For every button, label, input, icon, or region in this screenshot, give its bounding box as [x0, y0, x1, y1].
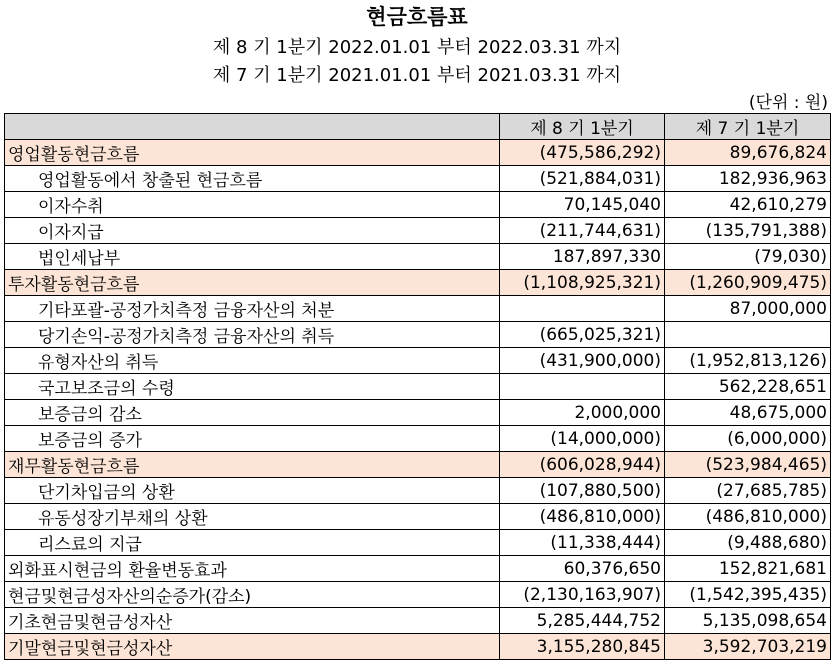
row-current-value: (431,900,000): [500, 348, 665, 374]
table-row: [5, 426, 831, 452]
row-label: 유동성장기부채의 상환: [5, 504, 500, 530]
row-current-value: (521,884,031): [500, 166, 665, 192]
row-prior-value: (135,791,388): [665, 218, 831, 244]
row-prior-value: 42,610,279: [665, 192, 831, 218]
cash-flow-table: [4, 113, 831, 660]
row-prior-value: (6,000,000): [665, 426, 831, 452]
table-row: [5, 192, 831, 218]
row-prior-value: 562,228,651: [665, 374, 831, 400]
row-current-value: [500, 374, 665, 400]
table-row: [5, 270, 831, 296]
row-current-value: 5,285,444,752: [500, 608, 665, 634]
row-current-value: (606,028,944): [500, 452, 665, 478]
row-label: 리스료의 지급: [5, 530, 500, 556]
row-label: 영업활동에서 창출된 현금흐름: [5, 166, 500, 192]
row-label: 기타포괄-공정가치측정 금융자산의 처분: [5, 296, 500, 322]
prior-period: 제 7 기 1분기 2021.01.01 부터 2021.03.31 까지: [212, 65, 622, 86]
statement-header: [0, 0, 834, 90]
table-header-row: [5, 114, 831, 140]
row-prior-value: (1,260,909,475): [665, 270, 831, 296]
table-row: [5, 608, 831, 634]
row-prior-value: (523,984,465): [665, 452, 831, 478]
row-prior-value: (27,685,785): [665, 478, 831, 504]
row-label: 유형자산의 취득: [5, 348, 500, 374]
row-current-value: (14,000,000): [500, 426, 665, 452]
current-period: 제 8 기 1분기 2022.01.01 부터 2022.03.31 까지: [212, 37, 622, 58]
table-row: [5, 374, 831, 400]
row-label: 투자활동현금흐름: [5, 270, 500, 296]
table-row: [5, 244, 831, 270]
row-current-value: (211,744,631): [500, 218, 665, 244]
row-label: 보증금의 증가: [5, 426, 500, 452]
row-current-value: (107,880,500): [500, 478, 665, 504]
row-label: 기초현금및현금성자산: [5, 608, 500, 634]
row-current-value: (665,025,321): [500, 322, 665, 348]
row-prior-value: (9,488,680): [665, 530, 831, 556]
row-current-value: 60,376,650: [500, 556, 665, 582]
row-label: 단기차입금의 상환: [5, 478, 500, 504]
table-row: [5, 218, 831, 244]
table-row: [5, 556, 831, 582]
row-label: 보증금의 감소: [5, 400, 500, 426]
row-prior-value: 152,821,681: [665, 556, 831, 582]
row-label: 이자수취: [5, 192, 500, 218]
table-row: [5, 452, 831, 478]
row-prior-value: 182,936,963: [665, 166, 831, 192]
row-prior-value: 5,135,098,654: [665, 608, 831, 634]
row-current-value: [500, 296, 665, 322]
row-current-value: 187,897,330: [500, 244, 665, 270]
table-row: [5, 322, 831, 348]
row-prior-value: 89,676,824: [665, 140, 831, 166]
row-current-value: (11,338,444): [500, 530, 665, 556]
row-label: 재무활동현금흐름: [5, 452, 500, 478]
row-prior-value: 48,675,000: [665, 400, 831, 426]
row-prior-value: (1,542,395,435): [665, 582, 831, 608]
row-label: 이자지급: [5, 218, 500, 244]
table-row: [5, 140, 831, 166]
row-current-value: 3,155,280,845: [500, 634, 665, 660]
row-label: 당기손익-공정가치측정 금융자산의 취득: [5, 322, 500, 348]
row-prior-value: (1,952,813,126): [665, 348, 831, 374]
row-current-value: 70,145,040: [500, 192, 665, 218]
row-prior-value: 87,000,000: [665, 296, 831, 322]
header-current-period: 제 8 기 1분기: [500, 114, 665, 140]
unit-label: (단위 : 원): [748, 93, 828, 113]
table-row: [5, 530, 831, 556]
statement-title: 현금흐름표: [366, 5, 468, 29]
row-current-value: (2,130,163,907): [500, 582, 665, 608]
row-prior-value: [665, 322, 831, 348]
row-label: 기말현금및현금성자산: [5, 634, 500, 660]
row-current-value: (475,586,292): [500, 140, 665, 166]
table-row: [5, 504, 831, 530]
table-row: [5, 348, 831, 374]
row-prior-value: (486,810,000): [665, 504, 831, 530]
row-label: 국고보조금의 수령: [5, 374, 500, 400]
row-label: 영업활동현금흐름: [5, 140, 500, 166]
table-row: [5, 582, 831, 608]
row-current-value: 2,000,000: [500, 400, 665, 426]
table-row: [5, 400, 831, 426]
row-label: 법인세납부: [5, 244, 500, 270]
row-prior-value: (79,030): [665, 244, 831, 270]
table-row: [5, 634, 831, 660]
table-row: [5, 478, 831, 504]
header-prior-period: 제 7 기 1분기: [665, 114, 831, 140]
table-row: [5, 296, 831, 322]
table-row: [5, 166, 831, 192]
row-label: 외화표시현금의 환율변동효과: [5, 556, 500, 582]
row-current-value: (1,108,925,321): [500, 270, 665, 296]
row-current-value: (486,810,000): [500, 504, 665, 530]
row-label: 현금및현금성자산의순증가(감소): [5, 582, 500, 608]
row-prior-value: 3,592,703,219: [665, 634, 831, 660]
header-label-cell: [5, 114, 500, 140]
